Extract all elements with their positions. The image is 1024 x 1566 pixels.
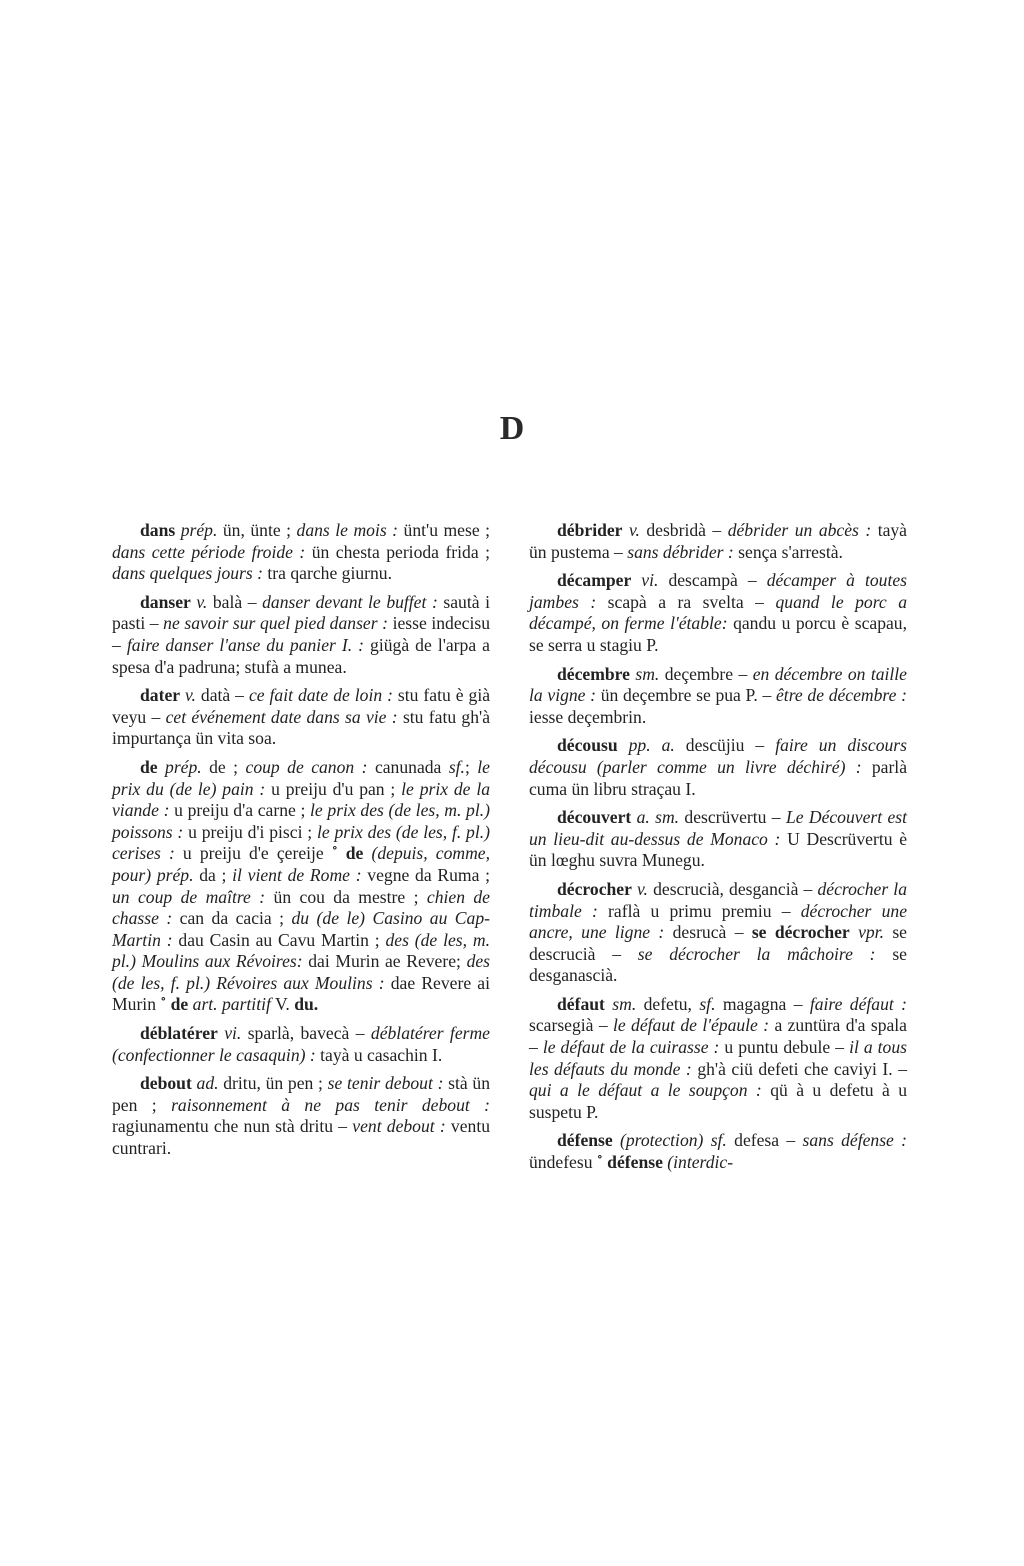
entry-translation-text: se desganascià. bbox=[529, 943, 907, 986]
dictionary-entry bbox=[529, 807, 907, 872]
entry-italic-text: sf. bbox=[699, 993, 716, 1014]
entry-translation-text: u puntu debule – bbox=[719, 1037, 850, 1058]
entry-italic-text: du (de le) Casino au Cap-Martin : bbox=[112, 908, 490, 950]
entry-translation-text: ün chesta perioda frida ; bbox=[305, 541, 491, 562]
entry-italic-text: sf. bbox=[448, 756, 465, 777]
entry-italic-text: dans cette période froide : bbox=[112, 541, 306, 562]
entry-italic-text: faire défaut : bbox=[809, 993, 907, 1014]
entry-translation-text: scarsegià – bbox=[529, 1015, 613, 1036]
entry-translation-text: tayà ün pustema – bbox=[529, 520, 907, 562]
entry-headword: décrocher bbox=[557, 878, 632, 899]
entry-headword: du. bbox=[294, 994, 319, 1015]
entry-italic-text: déblatérer ferme (confectionner le casaquin) : bbox=[112, 1023, 490, 1065]
entry-translation-text: magagna – bbox=[715, 993, 810, 1014]
entry-italic-text: art. partitif bbox=[188, 994, 271, 1015]
entry-translation-text: se descrucià – bbox=[529, 922, 907, 964]
entry-translation-text: u preiju d'u pan ; bbox=[265, 778, 402, 799]
dictionary-entry bbox=[112, 757, 490, 1016]
entry-translation-text: ün cou da mestre ; bbox=[265, 886, 427, 907]
entry-italic-text: débrider un abcès : bbox=[727, 520, 872, 540]
entry-translation-text: sparlà, bavecà – bbox=[241, 1023, 371, 1044]
entry-headword: ˚ de bbox=[331, 843, 364, 864]
entry-italic-text: il a tous les défauts du monde : bbox=[529, 1037, 908, 1079]
entry-translation-text: sença s'arrestà. bbox=[733, 541, 843, 562]
entry-translation-text: dae Revere ai Murin bbox=[112, 972, 491, 1015]
entry-italic-text: chien de chasse : bbox=[112, 886, 490, 929]
entry-italic-text: v. bbox=[180, 685, 196, 706]
entry-translation-text: iesse indecisu – bbox=[112, 613, 490, 655]
entry-italic-text: sans débrider : bbox=[627, 541, 734, 562]
entry-italic-text: prép. bbox=[175, 520, 218, 540]
dictionary-entry bbox=[112, 685, 490, 750]
entry-italic-text: décamper à toutes jambes : bbox=[529, 570, 907, 612]
entry-italic-text: ce fait date de loin : bbox=[248, 685, 393, 706]
entry-italic-text: v. bbox=[631, 878, 648, 899]
dictionary-entry bbox=[529, 1130, 907, 1173]
entry-translation-text: dai Murin ae Revere; bbox=[302, 951, 467, 972]
section-letter-heading: D bbox=[499, 410, 525, 447]
entry-translation-text: u preiju d'e çereije bbox=[174, 843, 332, 864]
entry-italic-text: v. bbox=[190, 591, 208, 612]
entry-italic-text: sans défense : bbox=[802, 1130, 908, 1151]
entry-italic-text: vi. bbox=[631, 570, 659, 591]
entry-translation-text: sautà i pasti – bbox=[112, 591, 490, 634]
entry-translation-text: descampà – bbox=[658, 570, 767, 591]
dictionary-entry bbox=[112, 1023, 490, 1066]
entry-translation-text: de ; bbox=[201, 756, 246, 777]
entry-translation-text: parlà cuma ün libru straçau I. bbox=[529, 756, 908, 799]
entry-translation-text: da ; bbox=[193, 864, 233, 885]
entry-italic-text: a. sm. bbox=[631, 807, 680, 828]
entry-translation-text: ün, ünte ; bbox=[217, 520, 297, 540]
entry-italic-text: sm. bbox=[604, 993, 637, 1014]
entry-translation-text: desrucà – bbox=[664, 922, 752, 943]
entry-headword: se décrocher bbox=[751, 922, 850, 943]
entry-translation-text: raflà u primu premiu – bbox=[597, 900, 801, 921]
entry-italic-text: le prix des (de les, m. pl.) poissons : bbox=[112, 800, 491, 842]
entry-translation-text: V. bbox=[270, 994, 295, 1015]
entry-headword: déblatérer bbox=[140, 1023, 218, 1044]
entry-italic-text: pp. a. bbox=[617, 735, 675, 756]
entry-headword: décamper bbox=[557, 570, 632, 591]
dictionary-entry bbox=[112, 1073, 490, 1159]
entry-italic-text: dans quelques jours : bbox=[112, 563, 264, 584]
entry-headword: ˚ de bbox=[160, 994, 189, 1015]
entry-italic-text: se tenir debout : bbox=[327, 1073, 444, 1094]
entry-translation-text: qandu u porcu è scapau, se serra u stagiu P. bbox=[529, 613, 907, 655]
entry-translation-text: ündefesu bbox=[529, 1152, 597, 1173]
entry-italic-text: le prix des (de les, f. pl.) cerises : bbox=[112, 821, 490, 864]
entry-headword: découvert bbox=[557, 807, 632, 828]
entry-headword: danser bbox=[140, 591, 191, 612]
entry-translation-text: a zuntüra d'a spala – bbox=[529, 1015, 907, 1058]
entry-translation-text: ün deçembre se pua P. – bbox=[596, 685, 776, 706]
entry-headword: décembre bbox=[557, 663, 630, 684]
entry-translation-text: iesse deçembrin. bbox=[529, 706, 647, 727]
dictionary-entry bbox=[112, 520, 490, 585]
entry-headword: dater bbox=[140, 685, 181, 706]
entry-italic-text: faire un discours décousu (parler comme un livre déchiré) : bbox=[529, 735, 907, 777]
entry-italic-text: vent debout : bbox=[352, 1116, 446, 1137]
entry-italic-text: dans le mois : bbox=[296, 520, 399, 540]
entry-italic-text: sm. bbox=[629, 663, 660, 684]
entry-italic-text: décrocher la timbale : bbox=[529, 878, 907, 921]
dictionary-entry bbox=[529, 520, 907, 563]
entry-translation-text: ventu cuntrari. bbox=[112, 1116, 491, 1159]
entry-italic-text: des (de les, m. pl.) Moulins aux Révoires: bbox=[112, 929, 490, 972]
entry-translation-text: vegne da Ruma ; bbox=[361, 864, 490, 885]
entry-italic-text: (interdic- bbox=[662, 1152, 734, 1173]
entry-translation-text: defesa – bbox=[726, 1130, 803, 1151]
entry-translation-text: stu fatu gh'à impurtança ün vita soa. bbox=[112, 706, 491, 749]
entry-italic-text: le défaut de la cuirasse : bbox=[542, 1037, 720, 1058]
entry-italic-text: le prix de la viande : bbox=[112, 778, 491, 821]
entry-italic-text: ne savoir sur quel pied danser : bbox=[163, 613, 389, 634]
entry-headword: défense bbox=[557, 1130, 613, 1151]
entry-translation-text: u preiju d'a carne ; bbox=[169, 800, 311, 821]
entry-italic-text: danser devant le buffet : bbox=[262, 591, 438, 612]
entry-italic-text: vpr. bbox=[849, 922, 884, 943]
entry-italic-text: Le Découvert est un lieu-dit au-dessus de Monaco : bbox=[529, 807, 907, 849]
entry-italic-text: un coup de maître : bbox=[112, 886, 266, 907]
entry-translation-text: u preiju d'i pisci ; bbox=[183, 821, 317, 842]
entry-translation-text: gh'à ciü defeti che caviyi I. – bbox=[691, 1058, 907, 1079]
entry-italic-text: il vient de Rome : bbox=[232, 864, 362, 885]
entry-italic-text: quand le porc a décampé, on ferme l'étable: bbox=[529, 591, 907, 634]
entry-italic-text: en décembre on taille la vigne : bbox=[529, 663, 907, 706]
entry-translation-text: U Descrüvertu è ün lœghu suvra Munegu. bbox=[529, 828, 908, 871]
entry-italic-text: qui a le défaut a le soupçon : bbox=[529, 1080, 762, 1101]
right-column bbox=[529, 520, 907, 1181]
entry-translation-text: balà – bbox=[207, 591, 263, 612]
entry-italic-text: coup de canon : bbox=[245, 756, 368, 777]
entry-italic-text: prép. bbox=[157, 756, 202, 777]
entry-italic-text: v. bbox=[622, 520, 640, 540]
dictionary-entry bbox=[529, 879, 907, 987]
entry-headword: défaut bbox=[557, 993, 605, 1014]
entry-translation-text: descrucià, desgancià – bbox=[647, 878, 818, 899]
entry-translation-text: canunada bbox=[367, 756, 449, 777]
entry-translation-text: ; bbox=[464, 756, 478, 777]
entry-translation-text: tayà u casachin I. bbox=[315, 1044, 443, 1065]
entry-italic-text: des (de les, f. pl.) Révoires aux Moulins : bbox=[112, 951, 491, 993]
entry-translation-text: descüjiu – bbox=[674, 735, 776, 756]
entry-translation-text: defetu, bbox=[636, 993, 700, 1014]
entry-headword: débrider bbox=[557, 520, 623, 540]
entry-italic-text: (depuis, comme, pour) prép. bbox=[112, 843, 490, 885]
entry-headword: décousu bbox=[557, 735, 618, 756]
entry-headword: ˚ défense bbox=[596, 1152, 663, 1173]
dictionary-entry bbox=[529, 735, 907, 800]
entry-italic-text: faire danser l'anse du panier I. : bbox=[126, 634, 365, 655]
entry-italic-text: ad. bbox=[191, 1073, 219, 1094]
entry-translation-text: descrüvertu – bbox=[679, 807, 786, 828]
entry-headword: dans bbox=[140, 520, 176, 540]
entry-translation-text: giügà de l'arpa a spesa d'a padruna; stufà a munea. bbox=[112, 634, 490, 677]
dictionary-entry bbox=[529, 570, 907, 656]
entry-italic-text: raisonnement à ne pas tenir debout : bbox=[171, 1094, 491, 1115]
entry-translation-text: desbridà – bbox=[639, 520, 728, 540]
entry-italic-text: décrocher une ancre, une ligne : bbox=[529, 900, 908, 943]
entry-italic-text: vi. bbox=[217, 1023, 242, 1044]
entry-headword: de bbox=[140, 756, 158, 777]
entry-translation-text: can da cacia ; bbox=[172, 908, 292, 929]
entry-italic-text: le défaut de l'épaule : bbox=[612, 1015, 770, 1036]
entry-italic-text: (protection) sf. bbox=[612, 1130, 727, 1151]
entry-italic-text: être de décembre : bbox=[776, 685, 907, 706]
entry-translation-text: tra qarche giurnu. bbox=[263, 563, 392, 584]
entry-italic-text: cet événement date dans sa vie : bbox=[165, 706, 398, 727]
entry-translation-text: stà ün pen ; bbox=[112, 1073, 491, 1115]
entry-translation-text: stu fatu è già veyu – bbox=[112, 685, 491, 727]
entry-headword: debout bbox=[140, 1073, 192, 1094]
left-column bbox=[112, 520, 490, 1167]
entry-translation-text: dau Casin au Cavu Martin ; bbox=[172, 929, 386, 950]
dictionary-entry bbox=[529, 664, 907, 729]
dictionary-entry bbox=[529, 994, 907, 1124]
entry-italic-text: le prix du (de le) pain : bbox=[112, 756, 490, 799]
entry-translation-text: deçembre – bbox=[659, 663, 753, 684]
entry-translation-text: ünt'u mese ; bbox=[398, 520, 491, 540]
entry-italic-text: se décrocher la mâchoire : bbox=[637, 943, 876, 964]
dictionary-entry bbox=[112, 592, 490, 678]
entry-translation-text: dritu, ün pen ; bbox=[218, 1073, 328, 1094]
entry-translation-text: qü à u defetu à u suspetu P. bbox=[529, 1080, 908, 1122]
entry-translation-text: scapà a ra svelta – bbox=[596, 591, 776, 612]
entry-translation-text: datà – bbox=[195, 685, 249, 706]
entry-translation-text: ragiunamentu che nun stà dritu – bbox=[112, 1116, 353, 1137]
